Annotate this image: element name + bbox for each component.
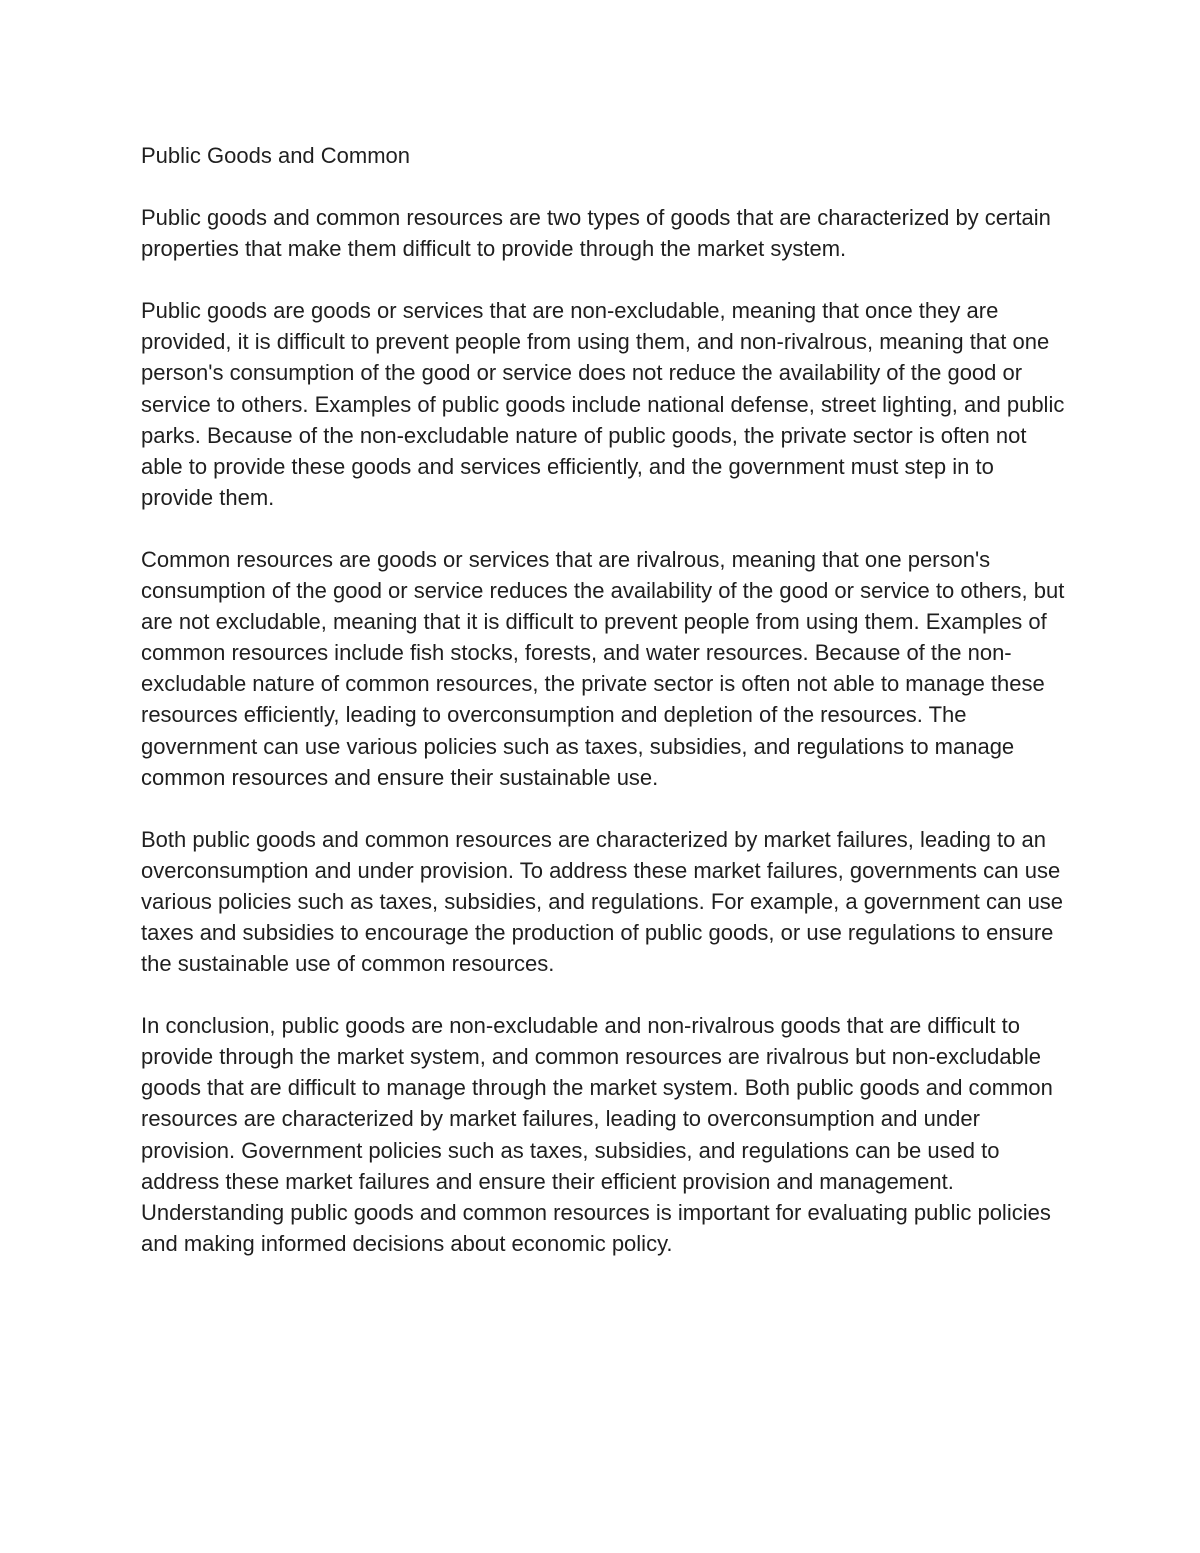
- paragraph-market-failures: Both public goods and common resources are characterized by market failures, leading to an overconsumption and under provision. To address these market failures, governments can use various policies such as taxes, subsidies, and regulations. For example, a government can use taxes and subsidies to encourage the production of public goods, or use regulations to ensure the sustainable use of common resources.: [141, 826, 1064, 977]
- paragraph-common-resources: Common resources are goods or services that are rivalrous, meaning that one person's consumption of the good or service reduces the availability of the good or service to others, but are not excludable, meaning that it is difficult to prevent people from using them. Examples of common resources include fish stocks, forests, and water resources. Because of the non-excludable nature of common resources, the private sector is often not able to manage these resources efficiently, leading to overconsumption and depletion of the resources. The government can use various policies such as taxes, subsidies, and regulations to manage common resources and ensure their sustainable use.: [141, 546, 1065, 790]
- paragraph-public-goods: Public goods are goods or services that are non-excludable, meaning that once they are provided, it is difficult to prevent people from using them, and non-rivalrous, meaning that one person's consumption of the good or service does not reduce the availability of the good or service to others. Examples of public goods include national defense, street lighting, and public parks. Because of the non-excludable nature of public goods, the private sector is often not able to provide these goods and services efficiently, and the government must step in to provide them.: [141, 298, 1065, 510]
- paragraph-intro: Public goods and common resources are two types of goods that are characterized by certain properties that make them difficult to provide through the market system.: [141, 205, 1051, 262]
- paragraph-conclusion: In conclusion, public goods are non-excludable and non-rivalrous goods that are difficult to provide through the market system, and common resources are rivalrous but non-excludable goods that are difficult to manage through the market system. Both public goods and common resources are characterized by market failures, leading to overconsumption and under provision. Government policies such as taxes, subsidies, and regulations can be used to address these market failures and ensure their efficient provision and management. Understanding public goods and common resources is important for evaluating public policies and making informed decisions about economic policy.: [141, 1013, 1053, 1256]
- document-title: Public Goods and Common: [141, 143, 411, 168]
